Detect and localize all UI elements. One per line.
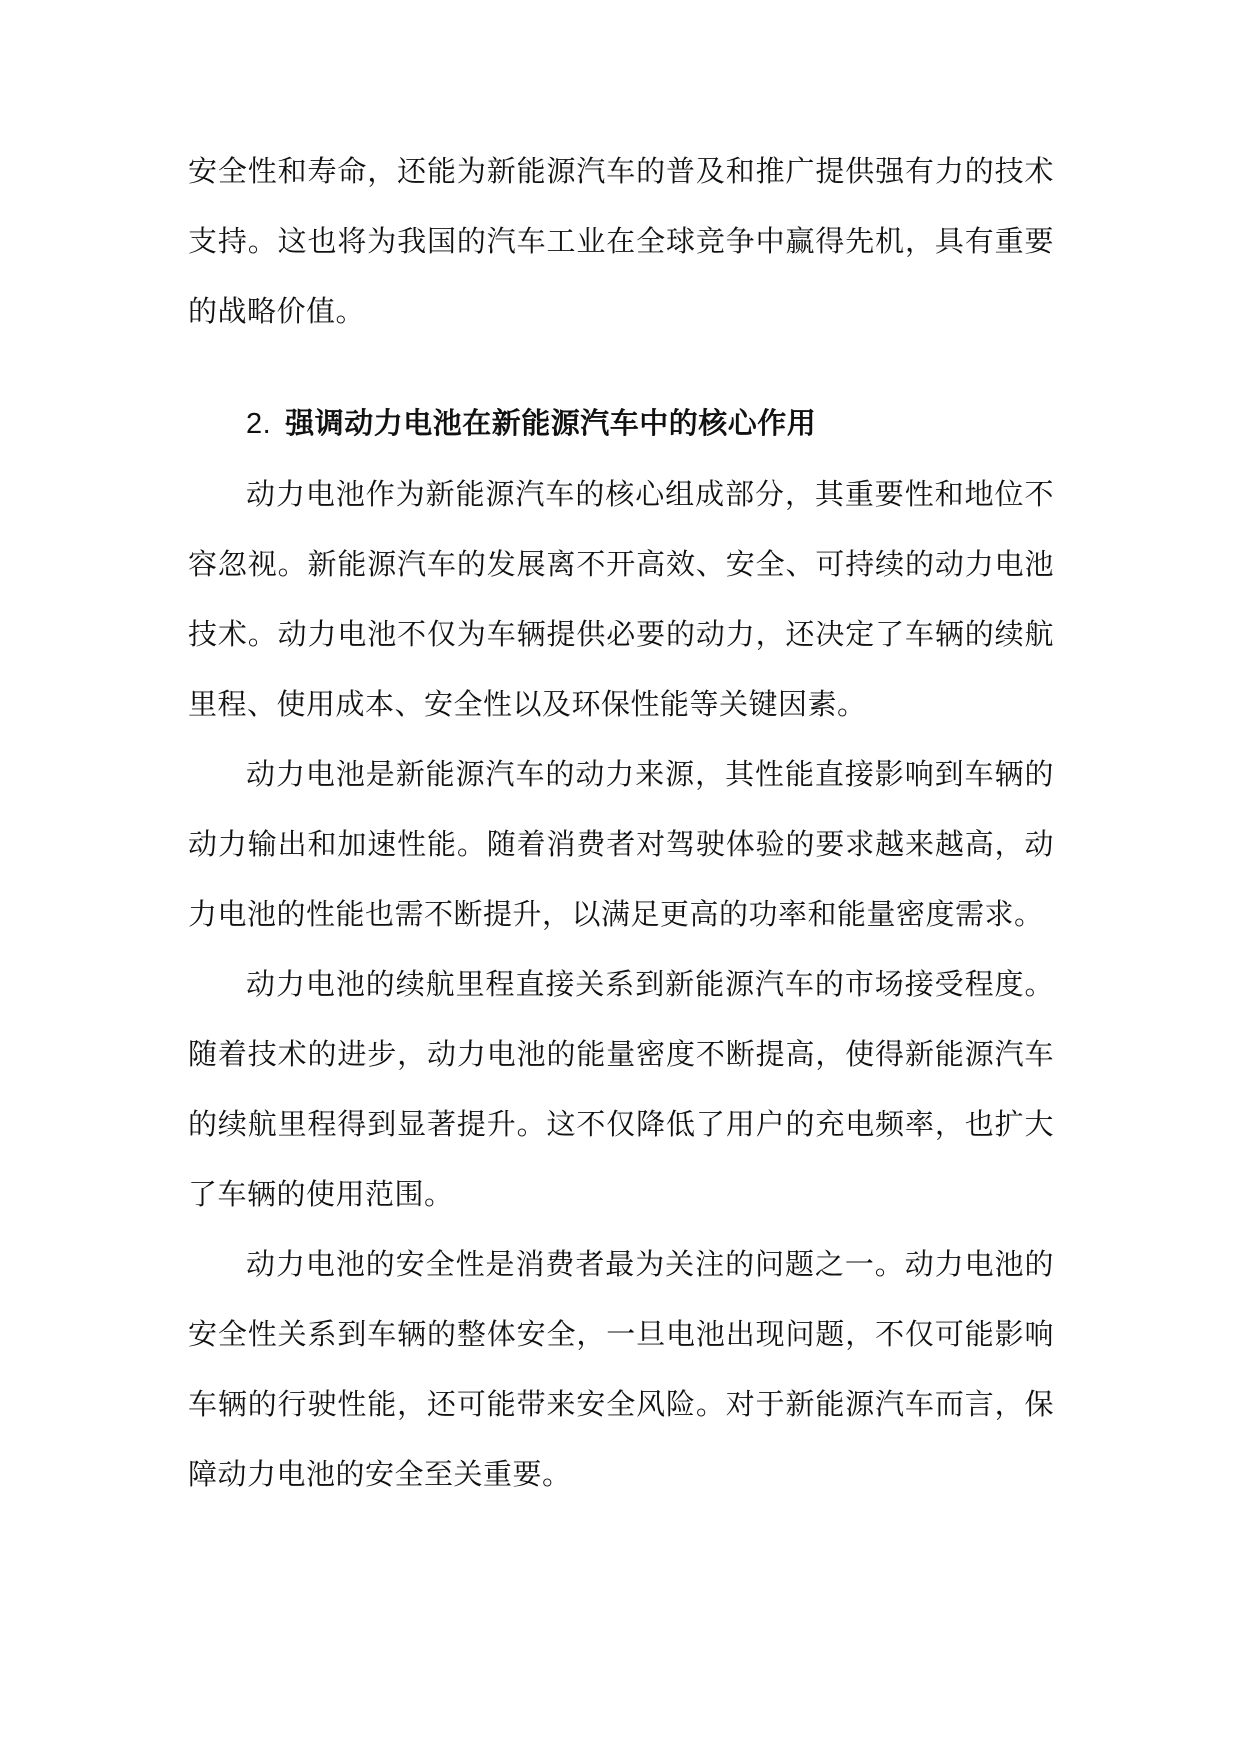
section-heading: [188, 388, 1054, 459]
continuation-paragraph: 安全性和寿命，还能为新能源汽车的普及和推广提供强有力的技术支持。这也将为我国的汽车工业在全球竞争中赢得先机，具有重要的战略价值。: [188, 154, 1054, 328]
body-paragraph: 动力电池作为新能源汽车的核心组成部分，其重要性和地位不容忽视。新能源汽车的发展离不开高效、安全、可持续的动力电池技术。动力电池不仅为车辆提供必要的动力，还决定了车辆的续航里程、使用成本、安全性以及环保性能等关键因素。: [188, 477, 1054, 721]
body-paragraph: 动力电池是新能源汽车的动力来源，其性能直接影响到车辆的动力输出和加速性能。随着消费者对驾驶体验的要求越来越高，动力电池的性能也需不断提升，以满足更高的功率和能量密度需求。: [188, 757, 1054, 931]
document-page: [188, 136, 1054, 1509]
body-paragraph: 动力电池的安全性是消费者最为关注的问题之一。动力电池的安全性关系到车辆的整体安全，一旦电池出现问题，不仅可能影响车辆的行驶性能，还可能带来安全风险。对于新能源汽车而言，保障动力电池的安全至关重要。: [188, 1247, 1054, 1491]
body-paragraph: 动力电池的续航里程直接关系到新能源汽车的市场接受程度。随着技术的进步，动力电池的能量密度不断提高，使得新能源汽车的续航里程得到显著提升。这不仅降低了用户的充电频率，也扩大了车辆的使用范围。: [188, 967, 1054, 1211]
section-number: 2.: [246, 408, 272, 440]
section-title: 强调动力电池在新能源汽车中的核心作用: [285, 406, 817, 440]
